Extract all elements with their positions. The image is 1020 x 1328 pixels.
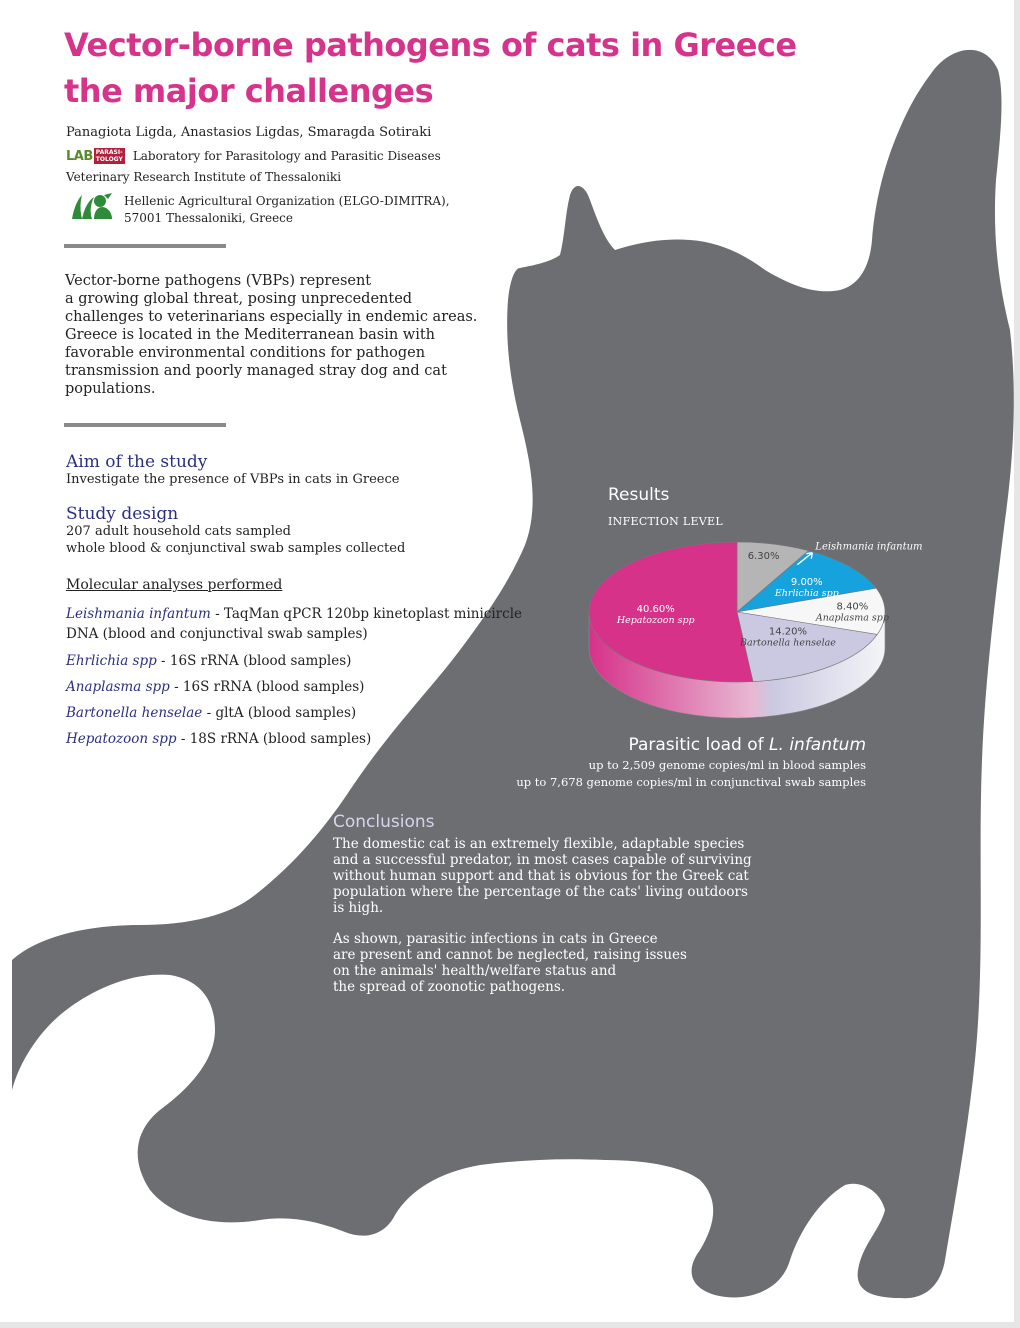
divider-2 — [64, 423, 226, 427]
species-name: Bartonella henselae — [66, 705, 203, 721]
molecular-item-leishmania — [66, 604, 536, 644]
conclusions-line: the spread of zoonotic pathogens. — [333, 979, 566, 995]
elgo-dimitra-logo — [68, 189, 116, 223]
species-name: Hepatozoon spp — [66, 731, 177, 747]
conclusions-line: without human support and that is obvious for the Greek cat — [333, 868, 749, 884]
lab-logo-badge-line-1: PARASI- — [95, 149, 123, 156]
method-text: - 16S rRNA (blood samples) — [169, 679, 365, 695]
pie-value-label: 6.30% — [747, 551, 780, 563]
pie-category-label: Leishmania infantum — [815, 541, 923, 553]
lab-affiliation — [66, 148, 441, 164]
conclusions-paragraph-1 — [333, 836, 773, 916]
conclusions-line: population where the percentage of the cats' living outdoors — [333, 884, 748, 900]
aim-heading: Aim of the study — [66, 452, 208, 472]
elgo-line-2: 57001 Thessaloniki, Greece — [124, 211, 294, 225]
conclusions-line: and a successful predator, in most cases capable of surviving — [333, 852, 752, 868]
pie-category-label: Ehrlichia spp — [774, 588, 839, 600]
conclusions-heading: Conclusions — [333, 812, 435, 832]
conclusions-line: The domestic cat is an extremely flexible, adaptable species — [333, 836, 745, 852]
molecular-item-bartonella — [66, 703, 536, 723]
intro-line: a growing global threat, posing unprecedented — [65, 291, 413, 307]
parasitic-load-blood: up to 2,509 genome copies/ml in blood samples — [588, 758, 866, 772]
method-text: - TaqMan qPCR 120bp kinetoplast minicircle DNA (blood and conjunctival swab samples) — [66, 606, 522, 642]
intro-line: Vector-borne pathogens (VBPs) represent — [65, 273, 372, 289]
intro-line: favorable environmental conditions for pathogen — [65, 345, 426, 361]
species-name: Leishmania infantum — [66, 606, 211, 622]
molecular-item-hepatozoon — [66, 729, 536, 749]
conclusions-line: are present and cannot be neglected, raising issues — [333, 947, 687, 963]
method-text: - gltA (blood samples) — [202, 705, 357, 721]
lab-parasitology-logo — [66, 148, 125, 164]
conclusions-line: is high. — [333, 900, 384, 916]
pie-category-label: Anaplasma spp — [815, 612, 889, 624]
molecular-item-anaplasma — [66, 677, 536, 697]
pie-value-label: 14.20% — [768, 626, 808, 638]
poster-title-line-2: the major challenges — [64, 72, 434, 110]
species-name: Anaplasma spp — [66, 679, 170, 695]
aim-text: Investigate the presence of VBPs in cats in Greece — [66, 472, 400, 487]
conclusions-line: on the animals' health/welfare status and — [333, 963, 617, 979]
pie-value-label: 8.40% — [836, 601, 869, 613]
elgo-line-1: Hellenic Agricultural Organization (ELGO-DIMITRA), — [124, 194, 450, 208]
poster-title-line-1: Vector-borne pathogens of cats in Greece — [64, 26, 797, 64]
parasitic-load-heading-prefix: Parasitic load of — [628, 735, 770, 755]
pie-category-label: Hepatozoon spp — [616, 614, 695, 626]
intro-line: populations. — [65, 381, 156, 397]
parasitic-load-heading — [560, 735, 866, 755]
poster-title — [64, 22, 797, 114]
study-design-line-1: 207 adult household cats sampled — [66, 524, 291, 539]
molecular-analyses-heading: Molecular analyses performed — [66, 577, 283, 593]
parasitic-load-swab: up to 7,678 genome copies/ml in conjunctival swab samples — [516, 775, 866, 789]
institute-name: Veterinary Research Institute of Thessaloniki — [66, 170, 342, 184]
divider-1 — [64, 244, 226, 248]
study-design-heading: Study design — [66, 504, 179, 524]
results-heading: Results — [608, 485, 670, 505]
molecular-item-ehrlichia — [66, 651, 536, 671]
infection-level-pie-chart — [585, 520, 923, 730]
study-design-line-2: whole blood & conjunctival swab samples collected — [66, 541, 406, 556]
conclusions-paragraph-2 — [333, 931, 773, 995]
lab-logo-badge — [94, 148, 125, 164]
elgo-dimitra-affiliation — [124, 193, 450, 227]
method-text: - 18S rRNA (blood samples) — [176, 731, 372, 747]
intro-line: transmission and poorly managed stray dog and cat — [65, 363, 447, 379]
introduction-text — [65, 272, 525, 398]
parasitic-load-heading-species: L. infantum — [769, 735, 866, 755]
lab-logo-text: LAB — [66, 148, 93, 164]
method-text: - 16S rRNA (blood samples) — [156, 653, 352, 669]
intro-line: Greece is located in the Mediterranean basin with — [65, 327, 435, 343]
pie-category-label: Bartonella henselae — [739, 637, 836, 649]
lab-logo-badge-line-2: TOLOGY — [95, 156, 123, 163]
intro-line: challenges to veterinarians especially in endemic areas. — [65, 309, 478, 325]
species-name: Ehrlichia spp — [66, 653, 157, 669]
infection-level-heading: INFECTION LEVEL — [608, 515, 723, 528]
pie-value-label: 40.60% — [636, 603, 675, 615]
authors: Panagiota Ligda, Anastasios Ligdas, Smaragda Sotiraki — [66, 125, 432, 140]
pie-value-label: 9.00% — [790, 577, 823, 589]
conclusions-line: As shown, parasitic infections in cats in Greece — [333, 931, 658, 947]
lab-name: Laboratory for Parasitology and Parasitic Diseases — [132, 149, 441, 163]
